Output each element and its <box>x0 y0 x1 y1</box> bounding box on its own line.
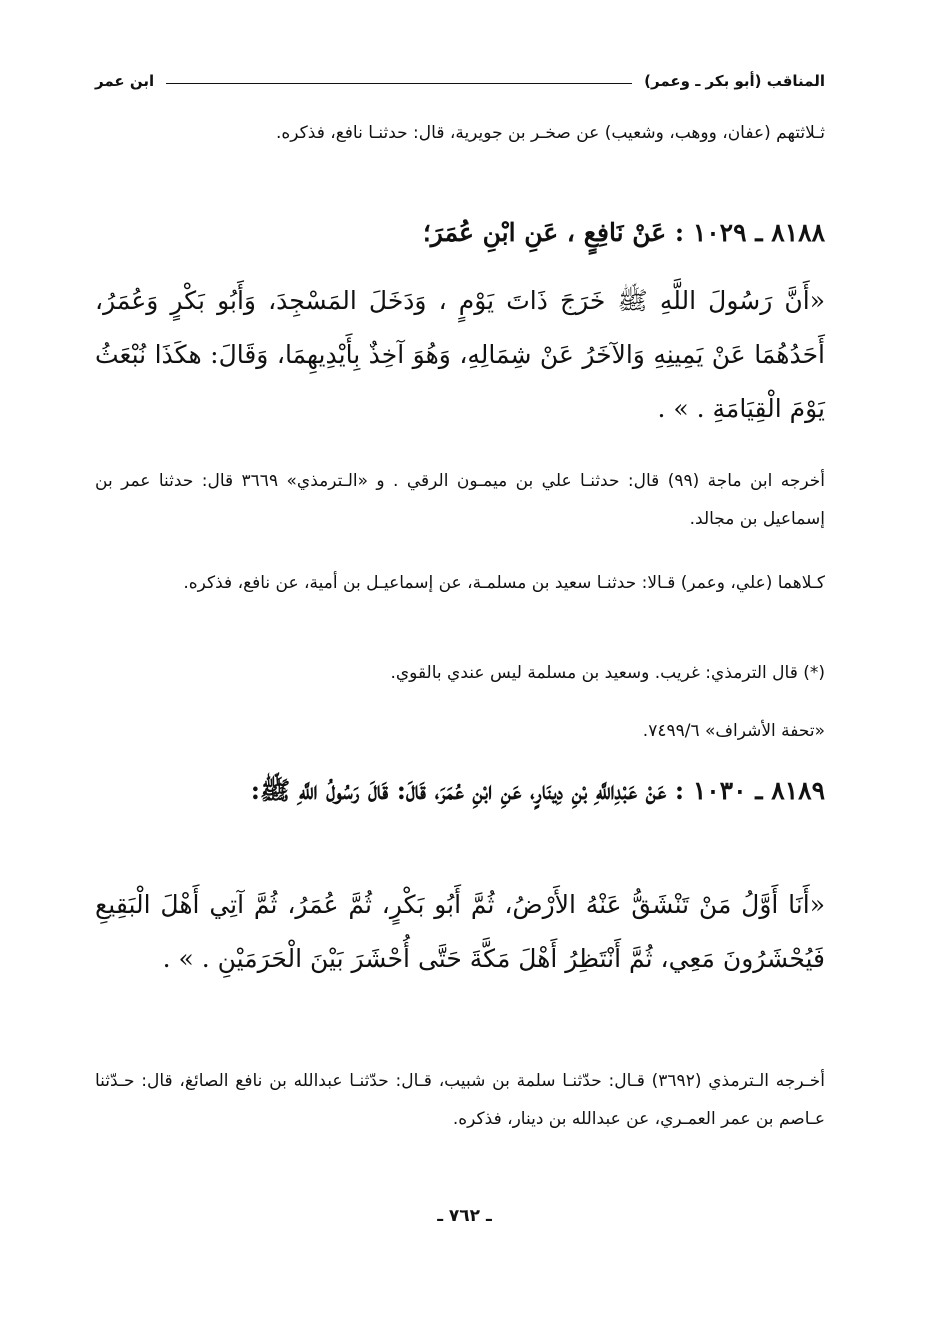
takhrij-ibn-majah: أخرجه ابن ماجة (٩٩) قال: حدثنـا علي بن ميمـون الرقي . و «الـترمذي» ٣٦٦٩ قال: حدثنا عمر بن إسماعيل بن مجالد. <box>95 471 826 529</box>
hadith-8188-heading: ٨١٨٨ ـ ١٠٢٩ : عَنْ نَافِعٍ ، عَنِ ابْنِ عُمَرَ؛ <box>422 218 825 247</box>
header-narrator-name: ابن عمر <box>95 72 155 90</box>
running-header <box>95 66 825 96</box>
takhrij-both: كـلاهما (علي، وعمر) قـالا: حدثنـا سعيد بن مسلمـة، عن إسماعيـل بن أمية، عن نافع، فذكره. <box>183 573 825 593</box>
hadith-8189-text: «أَنَا أَوَّلُ مَنْ تَنْشَقُّ عَنْهُ الأَرْضُ، ثُمَّ أَبُو بَكْرٍ، ثُمَّ عُمَرُ، ثُمَّ آتِي أَهْلَ الْبَقِيعِ فَيُحْشَرُونَ مَعِي، ثُمَّ أَنْتَظِرُ أَهْلَ مَكَّةَ حَتَّى أُحْشَرَ بَيْنَ الْحَرَمَيْنِ . » . <box>95 890 825 973</box>
hadith-8188-text: «أَنَّ رَسُولَ اللَّهِ ﷺ خَرَجَ ذَاتَ يَوْمٍ ، وَدَخَلَ المَسْجِدَ، وَأَبُو بَكْرٍ وَعُمَرُ، أَحَدُهُمَا عَنْ يَمِينِهِ وَالآخَرُ عَنْ شِمَالِهِ، وَهُوَ آخِذٌ بِأَيْدِيهِمَا، وَقَالَ: هكَذَا نُبْعَثُ يَوْمَ الْقِيَامَةِ . » . <box>95 286 825 423</box>
header-chapter-title: المناقب (أبو بكر ـ وعمر) <box>644 72 825 90</box>
hadith-8189-heading: ٨١٨٩ ـ ١٠٣٠ : عَنْ عَبْدِاللَّهِ بْنِ دِينَارٍ، عَنِ ابْنِ عُمَرَ، قَالَ: قَالَ رَسُولُ اللَّهِ ﷺ: <box>250 776 825 805</box>
page-number: ـ ٧٦٢ ـ <box>437 1206 492 1226</box>
tuhfa-reference: «تحفة الأشراف» ٧٤٩٩/٦. <box>642 721 825 741</box>
intro-paragraph: ثـلاثتهم (عفان، ووهب، وشعيب) عن صخـر بن جويرية، قال: حدثنـا نافع، فذكره. <box>275 123 825 143</box>
takhrij-tirmidhi: أخـرجه الـترمذي (٣٦٩٢) قـال: حدّثنـا سلمة بن شبيب، قـال: حدّثنـا عبدالله بن نافع الصائغ، قال: حـدّثنا عـاصم بن عمر العمـري، عن عبدالله بن دينار، فذكره. <box>95 1071 825 1129</box>
header-rule <box>166 83 632 84</box>
tirmidhi-note: (*) قال الترمذي: غريب. وسعيد بن مسلمة ليس عندي بالقوي. <box>390 663 825 683</box>
